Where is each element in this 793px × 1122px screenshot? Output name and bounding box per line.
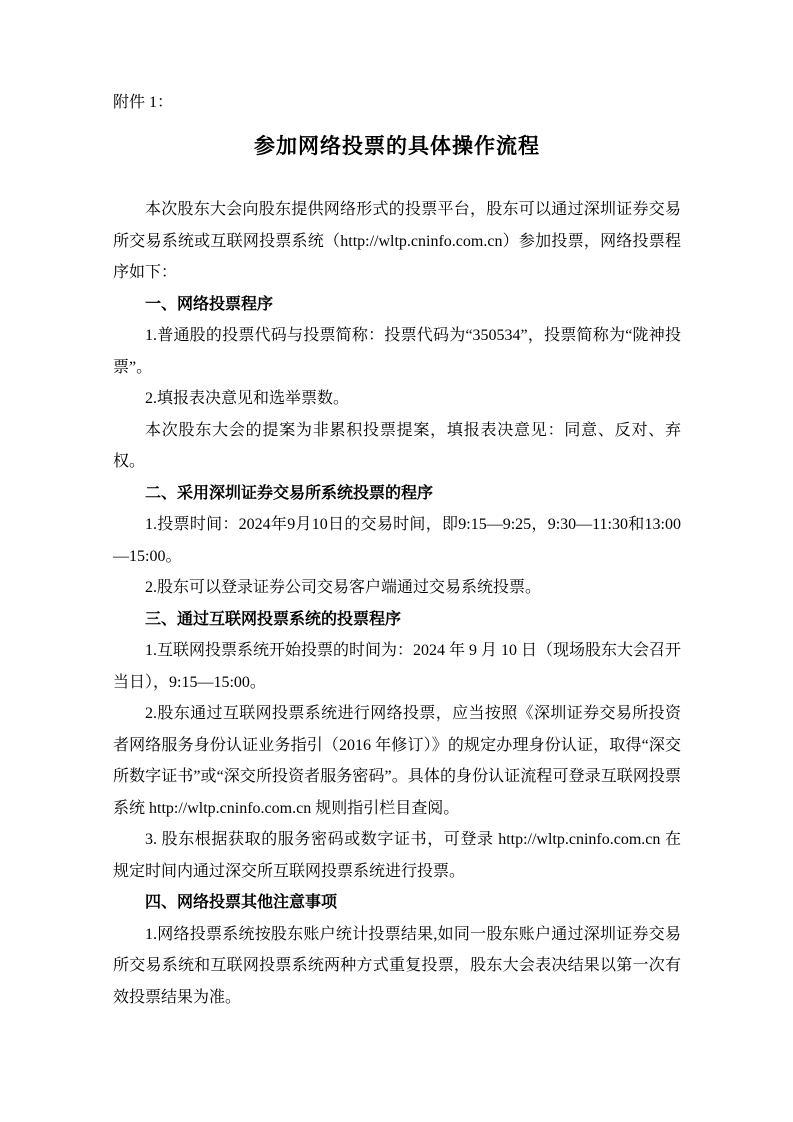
heading-section-4: 四、网络投票其他注意事项	[145, 894, 338, 911]
paragraph-login-vote: 3. 股东根据获取的服务密码或数字证书，可登录 http://wltp.cninfo.com.cn 在规定时间内通过深交所互联网投票系统进行投票。	[113, 831, 681, 880]
paragraph-fill-opinion: 2.填报表决意见和选举票数。	[145, 390, 350, 407]
heading-section-2: 二、采用深圳证券交易所系统投票的程序	[145, 484, 434, 502]
heading-section-1: 一、网络投票程序	[145, 295, 274, 313]
paragraph-duplicate-vote: 1.网络投票系统按股东账户统计投票结果,如同一股东账户通过深圳证券交易所交易系统和互联网投票系统两种方式重复投票，股东大会表决结果以第一次有效投票结果为准。	[113, 925, 681, 1006]
paragraph-vote-time: 1.投票时间：2024年9月10日的交易时间，即9:15—9:25，9:30—11:30和13:00—15:00。	[113, 516, 681, 565]
paragraph-internet-time: 1.互联网投票系统开始投票的时间为：2024 年 9 月 10 日（现场股东大会召开当日），9:15—15:00。	[113, 642, 682, 691]
paragraph-vote-code: 1.普通股的投票代码与投票简称：投票代码为“350534”，投票简称为“陇神投票”。	[113, 327, 681, 376]
heading-section-3: 三、通过互联网投票系统的投票程序	[145, 610, 402, 628]
paragraph-proposal-type: 本次股东大会的提案为非累积投票提案，填报表决意见：同意、反对、弃权。	[113, 421, 681, 470]
attachment-label: 附件 1：	[113, 94, 174, 111]
paragraph-identity-auth: 2.股东通过互联网投票系统进行网络投票，应当按照《深圳证券交易所投资者网络服务身份认证业务指引（2016 年修订）》的规定办理身份认证，取得“深交所数字证书”或“深交所投资者服务密码”。具体的身份认证流程可登录互联网投票系统 http://wltp.cninfo.com.cn 规则指引栏目查阅。	[113, 705, 681, 817]
paragraph-intro: 本次股东大会向股东提供网络形式的投票平台，股东可以通过深圳证券交易所交易系统或互联网投票系统（http://wltp.cninfo.com.cn）参加投票，网络投票程序如下：	[113, 201, 681, 281]
document-title: 参加网络投票的具体操作流程	[254, 134, 540, 158]
paragraph-trade-client: 2.股东可以登录证券公司交易客户端通过交易系统投票。	[145, 579, 542, 596]
